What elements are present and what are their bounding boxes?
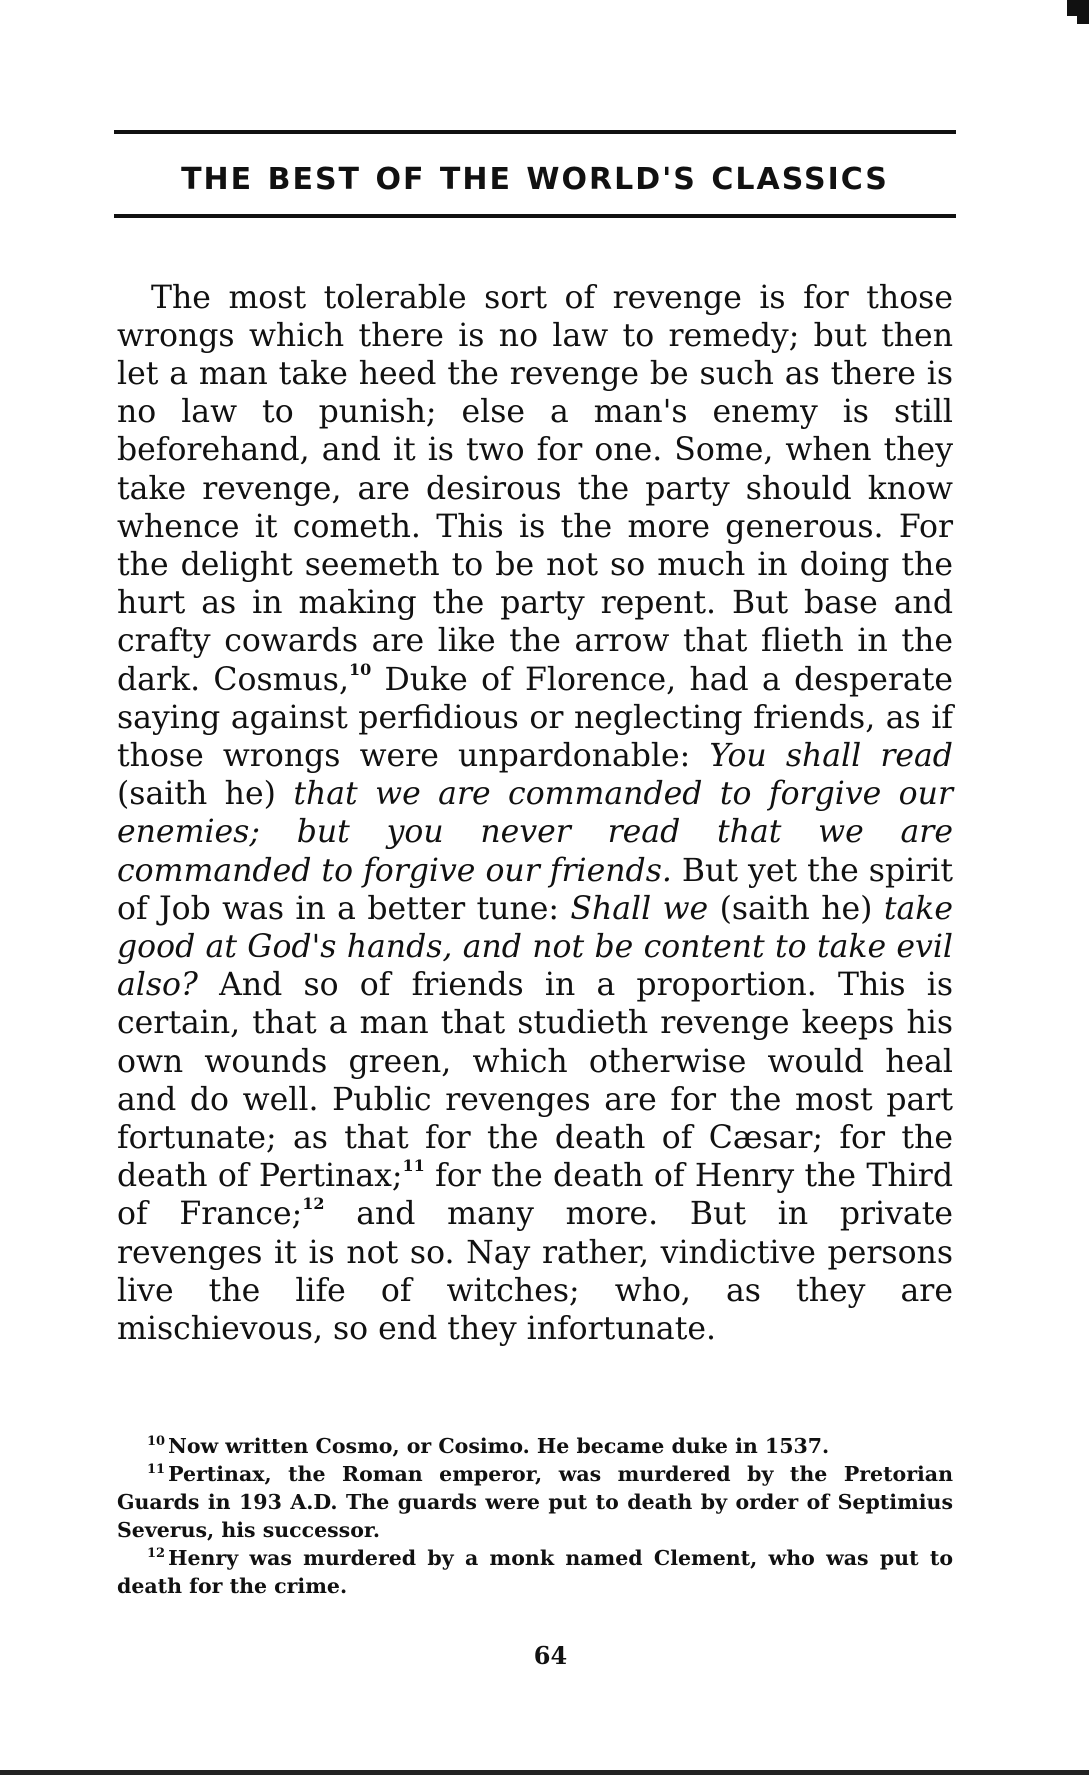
footnote-reference-11: 11 (402, 1156, 425, 1176)
footnote-number: 12 (147, 1546, 166, 1561)
italic-quotation: that we are commanded to forgive our enemies; but you never read that we are commanded to forgive our friends. (117, 776, 953, 889)
footnote (117, 1544, 953, 1600)
footnote-text: Pertinax, the Roman emperor, was murdered by the Pretorian Guards in 193 A.D. The guards were put to death by order of Septimius Severus, his successor. (117, 1462, 953, 1542)
body-text-segment: The most tolerable sort of revenge is for those wrongs which there is no law to remedy; but then let a man take heed the revenge be such as there is no law to punish; else a man's enemy is still beforehand, and it is two for one. Some, when they take revenge, are desirous the party should know whence it cometh. This is the more generous. For the delight seemeth to be not so much in doing the hurt as in making the party repent. But base and crafty cowards are like the arrow that flieth in the dark. Cosmus, (117, 279, 953, 698)
body-text-segment: And so of friends in a proportion. This is certain, that a man that studieth revenge keeps his own wounds green, which otherwise would heal and do well. Public revenges are for the most part fortunate; as that for the death of Cæsar; for the death of Pertinax; (117, 967, 953, 1195)
footnote-number: 10 (147, 1434, 166, 1449)
body-text-segment: (saith he) (117, 776, 294, 813)
body-text-segment: and many more. But in private revenges it is not so. Nay rather, vindictive persons live the life of witches; who, as they are mischievous, so end they infortunate. (117, 1196, 954, 1347)
italic-quotation: You shall read (709, 737, 953, 774)
footnote (117, 1432, 953, 1460)
footnote-text: Now written Cosmo, or Cosimo. He became duke in 1537. (168, 1434, 830, 1458)
footnotes-section (117, 1432, 953, 1600)
header-rule-top (114, 130, 956, 134)
footnote-text: Henry was murdered by a monk named Clement, who was put to death for the crime. (117, 1546, 953, 1598)
body-text-segment: for the death of Henry the Third of France; (117, 1158, 953, 1233)
footnote-reference-10: 10 (348, 659, 372, 679)
body-text-segment: (saith he) (708, 890, 884, 927)
page-number: 64 (533, 1641, 568, 1670)
body-text-segment: But yet the spirit of Job was in a better tune: (117, 852, 953, 927)
corner-scan-mark (1067, 0, 1089, 16)
italic-quotation: Shall we (570, 890, 709, 927)
running-head: THE BEST OF THE WORLD'S CLASSICS (181, 162, 889, 197)
header-rule-bottom (114, 214, 956, 218)
footnote-number: 11 (147, 1462, 166, 1477)
italic-quotation: take good at God's hands, and not be content to take evil also? (117, 890, 953, 1004)
body-text-segment: Duke of Florence, had a desperate saying against perfidious or neglecting friends, as if those wrongs were unpardonable: (117, 661, 953, 774)
footnote (117, 1460, 953, 1544)
footnote-reference-12: 12 (302, 1194, 325, 1214)
body-paragraph (117, 279, 953, 1349)
page-bottom-edge (0, 1770, 1089, 1775)
